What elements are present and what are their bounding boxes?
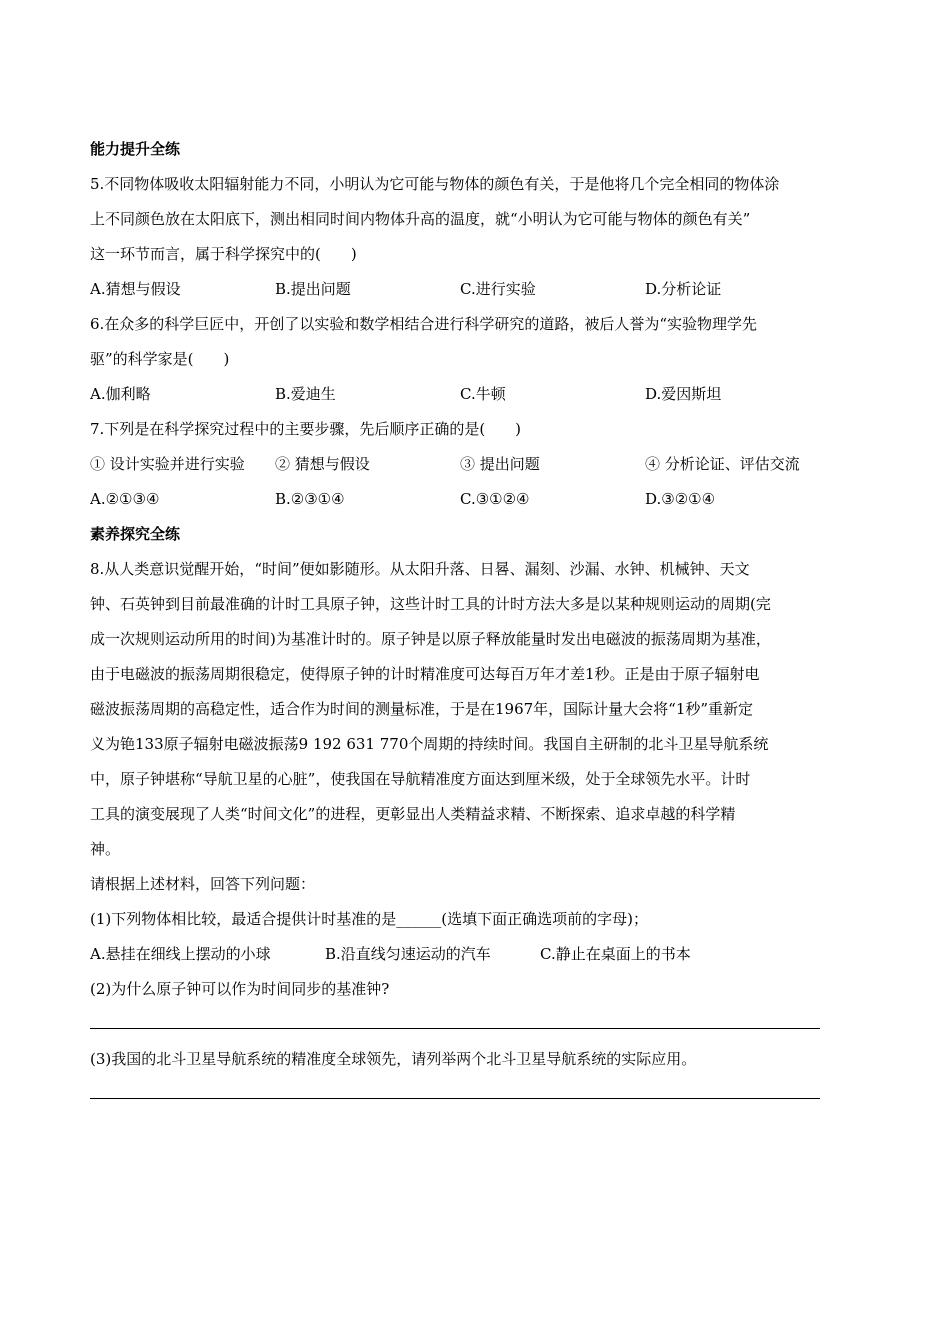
question-8-line-6: 义为铯133原子辐射电磁波振荡9 192 631 770个周期的持续时间。我国自主研制的北斗卫星导航系统 [90,735,769,753]
option-b: B.②③①④ [275,490,345,508]
option-a: A.猜想与假设 [90,280,181,298]
step-4: ④ 分析论证、评估交流 [645,455,800,473]
question-7-steps [90,447,870,482]
option-d: D.爱因斯坦 [645,385,722,403]
question-7 [90,412,870,517]
sub-question-2: (2)为什么原子钟可以作为时间同步的基准钟? [90,980,390,998]
answer-line-2[interactable] [90,1007,870,1042]
sub-question-1-text: (1)下列物体相比较，最适合提供计时基准的是 [90,910,397,928]
option-c: C.③①②④ [460,490,530,508]
option-a: A.伽利略 [90,385,151,403]
question-8-line-7: 中，原子钟堪称“导航卫星的心脏”，使我国在导航精准度方面达到厘米级，处于全球领先水平。计时 [90,770,751,788]
question-8 [90,552,870,1112]
section-title-inquiry: 素养探究全练 [90,525,181,543]
option-b: B.提出问题 [275,280,351,298]
question-5-options [90,272,870,307]
sub-question-1-options [90,937,870,972]
question-8-line-1: 8.从人类意识觉醒开始，“时间”便如影随形。从太阳升落、日晷、漏刻、沙漏、水钟、机械钟、天文 [90,560,750,578]
step-1: ① 设计实验并进行实验 [90,455,245,473]
question-8-line-4: 由于电磁波的振荡周期很稳定，使得原子钟的计时精准度可达每百万年才差1秒。正是由于原子辐射电 [90,665,760,683]
sub-question-1 [90,902,870,937]
option-c: C.牛顿 [460,385,506,403]
question-6 [90,307,870,412]
question-6-line-2: 驱”的科学家是( ) [90,350,230,368]
option-d: D.分析论证 [645,280,722,298]
answer-line-3[interactable] [90,1077,870,1112]
question-6-options [90,377,870,412]
option-c: C.静止在桌面上的书本 [540,945,691,963]
answer-blank[interactable]: ______ [396,910,442,928]
question-6-line-1: 6.在众多的科学巨匠中，开创了以实验和数学相结合进行科学研究的道路，被后人誉为“实验物理学先 [90,315,757,333]
question-8-line-3: 成一次规则运动所用的时间)为基准计时的。原子钟是以原子释放能量时发出电磁波的振荡周期为基准， [90,630,771,648]
worksheet-page [90,132,870,1112]
question-8-line-5: 磁波振荡周期的高稳定性，适合作为时间的测量标准，于是在1967年，国际计量大会将“1秒”重新定 [90,700,754,718]
question-5-line-3: 这一环节而言，属于科学探究中的( ) [90,245,357,263]
section-title-ability: 能力提升全练 [90,140,181,158]
question-8-line-9: 神。 [90,840,121,858]
sub-question-3: (3)我国的北斗卫星导航系统的精准度全球领先，请列举两个北斗卫星导航系统的实际应用。 [90,1050,697,1068]
option-a: A.悬挂在细线上摆动的小球 [90,945,271,963]
question-7-options [90,482,870,517]
option-a: A.②①③④ [90,490,160,508]
question-5-line-2: 上不同颜色放在太阳底下，测出相同时间内物体升高的温度，就“小明认为它可能与物体的颜色有关” [90,210,751,228]
step-2: ② 猜想与假设 [275,455,370,473]
option-c: C.进行实验 [460,280,536,298]
question-7-line: 7.下列是在科学探究过程中的主要步骤，先后顺序正确的是( ) [90,420,522,438]
option-d: D.③②①④ [645,490,716,508]
option-b: B.爱迪生 [275,385,336,403]
question-8-line-2: 钟、石英钟到目前最准确的计时工具原子钟，这些计时工具的计时方法大多是以某种规则运动的周期(完 [90,595,771,613]
step-3: ③ 提出问题 [460,455,540,473]
sub-question-1-hint: (选填下面正确选项前的字母)； [441,910,648,928]
question-8-line-8: 工具的演变展现了人类“时间文化”的进程，更彰显出人类精益求精、不断探索、追求卓越的科学精 [90,805,736,823]
option-b: B.沿直线匀速运动的汽车 [325,945,491,963]
question-5-line-1: 5.不同物体吸收太阳辐射能力不同，小明认为它可能与物体的颜色有关，于是他将几个完全相同的物体涂 [90,175,780,193]
question-8-prompt: 请根据上述材料，回答下列问题： [90,875,316,893]
question-5 [90,167,870,307]
